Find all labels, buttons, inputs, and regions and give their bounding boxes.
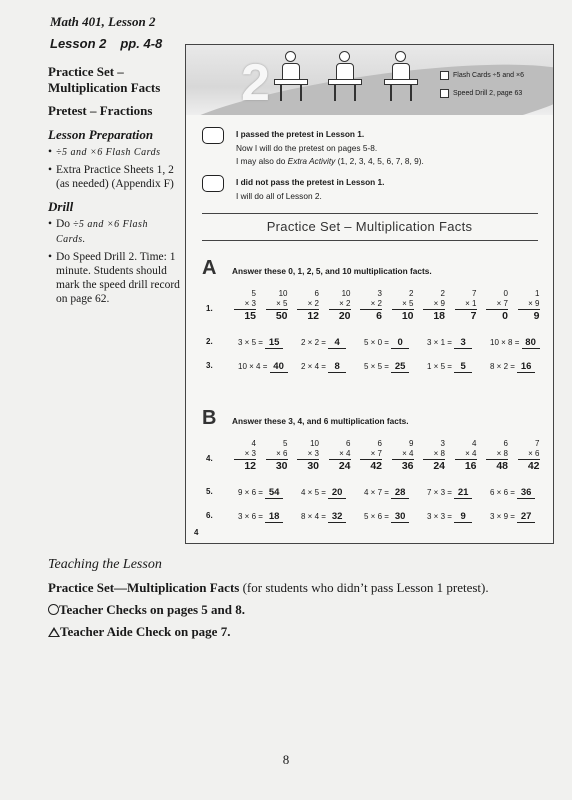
problem-text: 7 × 3 = [427,488,455,497]
answer[interactable]: 36 [401,460,414,472]
factor-bottom: × 4 [329,449,351,460]
factor-bottom: × 9 [423,299,445,310]
factor-top: 4 [472,439,477,448]
choice-box[interactable] [202,127,224,144]
answer[interactable]: 18 [265,511,283,523]
extra-activity-label: Extra Activity [287,156,336,166]
factor-top: 2 [440,289,445,298]
row-number: 6. [206,511,213,520]
list-item [48,217,180,247]
teacher-sidebar [48,64,180,309]
factor-bottom: × 2 [297,299,319,310]
vertical-problem [392,439,414,473]
teaching-note: (for students who didn’t pass Lesson 1 pretest). [239,580,489,595]
factor-bottom: × 2 [360,299,382,310]
horizontal-problem [427,361,472,373]
answer[interactable]: 6 [376,310,382,322]
vertical-problem [266,289,288,323]
lesson-banner [186,45,553,115]
answer[interactable]: 30 [307,460,319,472]
page-number: 8 [282,752,290,767]
factor-top: 0 [503,289,508,298]
factor-bottom: × 4 [392,449,414,460]
answer[interactable]: 50 [275,310,288,322]
checklist-item [440,89,522,98]
choice-line: (1, 2, 3, 4, 5, 6, 7, 8, 9). [335,156,424,166]
divider [202,240,538,241]
factor-top: 10 [278,289,288,298]
factor-bottom: × 2 [329,299,351,310]
section-a-instruction: Answer these 0, 1, 2, 5, and 10 multiplication facts. [232,266,432,276]
answer[interactable]: 42 [527,460,540,472]
factor-bottom: × 3 [297,449,319,460]
answer[interactable]: 12 [244,460,256,472]
answer[interactable]: 21 [454,487,472,499]
drill-heading: Drill [48,199,74,214]
list-item: • Extra Practice Sheets 1, 2 (as needed) (Appendix F) [48,163,180,191]
teaching-practice-set: Practice Set—Multiplication Facts [48,580,240,595]
teaching-line [48,580,489,596]
answer[interactable]: 25 [391,361,409,373]
choice-line: I will do all of Lesson 2. [236,190,322,201]
problem-text: 10 × 8 = [490,338,522,347]
horizontal-problem [301,487,346,499]
factor-bottom: × 4 [455,449,477,460]
problem-row-1 [186,289,553,329]
prep-list [48,145,180,191]
prep-item-text: Flash Cards [105,147,161,158]
practice-set-title: Practice Set – Multiplication Facts [266,219,473,234]
student-illustration [274,51,308,103]
factor-top: 6 [314,289,319,298]
problem-text: 5 × 0 = [364,338,392,347]
problem-text: 5 × 5 = [364,362,392,371]
vertical-problem [360,289,382,323]
answer[interactable]: 80 [522,337,540,349]
lesson-number: 2 [241,54,270,112]
choice-heading: I did not pass the pretest in Lesson 1. [236,177,385,187]
horizontal-problem [238,337,283,349]
teacher-aide-check-line [48,624,230,640]
factor-top: 9 [409,439,414,448]
divider [202,213,538,214]
factor-bottom: × 9 [518,299,540,310]
answer[interactable]: 18 [433,310,445,322]
horizontal-problem [238,361,288,373]
horizontal-problem [364,337,409,349]
choice-line: Now I will do the pretest on pages 5-8. [236,142,378,153]
problem-text: 6 × 6 = [490,488,518,497]
vertical-problem [266,439,288,473]
factor-bottom: × 8 [486,449,508,460]
factor-top: 10 [310,439,319,448]
answer[interactable]: 30 [275,460,288,472]
factor-bottom: × 5 [392,299,414,310]
choice-line: I may also do [236,156,288,166]
problem-row-5 [186,487,553,501]
answer[interactable]: 20 [328,487,346,499]
vertical-problem [486,289,508,323]
student-illustration [328,51,362,103]
horizontal-problem [301,337,346,349]
answer[interactable]: 16 [464,460,477,472]
workbook-page-number: 4 [194,528,199,537]
vertical-problem [518,289,540,323]
section-a-letter: A [202,257,217,279]
teaching-heading: Teaching the Lesson [48,557,162,572]
checkbox[interactable] [440,89,449,98]
vertical-problem [297,439,319,473]
circle-icon [48,604,59,615]
answer[interactable]: 0 [502,310,508,322]
answer[interactable]: 36 [517,487,535,499]
horizontal-problem [490,511,535,523]
lesson-label: Lesson 2 [50,36,107,51]
choice-box[interactable] [202,175,224,192]
answer[interactable]: 9 [454,511,472,523]
problem-row-2 [186,337,553,351]
triangle-icon [48,627,60,637]
answer[interactable]: 42 [370,460,382,472]
problem-text: 10 × 4 = [238,362,270,371]
factor-top: 5 [251,289,256,298]
problem-text: 5 × 6 = [364,512,392,521]
factor-top: 6 [503,439,508,448]
answer[interactable]: 20 [338,310,351,322]
factor-top: 7 [472,289,477,298]
row-number: 1. [206,304,213,313]
horizontal-problem [427,511,472,523]
horizontal-problem [364,511,409,523]
vertical-problem [486,439,508,473]
answer[interactable]: 3 [454,337,472,349]
horizontal-problem [364,487,409,499]
factor-top: 2 [409,289,414,298]
problem-text: 3 × 9 = [490,512,518,521]
drill-item-symbol: ÷5 and ×6 Flash Cards. [56,219,148,245]
factor-bottom: × 7 [486,299,508,310]
answer[interactable]: 7 [470,310,477,322]
horizontal-problem [490,487,535,499]
factor-top: 6 [377,439,382,448]
vertical-problem [518,439,540,473]
vertical-problem [329,439,351,473]
answer[interactable]: 48 [496,460,508,472]
answer[interactable]: 15 [265,337,283,349]
problem-text: 8 × 2 = [490,362,518,371]
vertical-problem [423,439,445,473]
section-b-letter: B [202,407,217,429]
workbook-page [185,44,554,544]
answer[interactable]: 54 [265,487,283,499]
section-b-instruction: Answer these 3, 4, and 6 multiplication facts. [232,416,409,426]
vertical-problem [455,439,477,473]
problem-text: 2 × 2 = [301,338,329,347]
row-number: 2. [206,337,213,346]
teacher-check-text: Teacher Checks on pages 5 and 8. [59,602,245,617]
factor-bottom: × 6 [518,449,540,460]
lesson-title [50,36,162,51]
answer[interactable]: 4 [328,337,346,349]
factor-bottom: × 1 [455,299,477,310]
horizontal-problem [238,511,283,523]
checklist-item [440,71,524,80]
answer[interactable]: 27 [517,511,535,523]
checkbox[interactable] [440,71,449,80]
vertical-problem [329,289,351,323]
horizontal-problem [427,487,472,499]
vertical-problem [234,289,256,323]
factor-bottom: × 3 [234,449,256,460]
answer[interactable]: 24 [433,460,445,472]
horizontal-problem [301,511,346,523]
problem-text: 8 × 4 = [301,512,329,521]
factor-top: 6 [346,439,351,448]
prep-item-symbol: ÷5 and ×6 [56,147,103,158]
list-item: • Do Speed Drill 2. Time: 1 minute. Students should mark the speed drill record on page 62. [48,250,180,306]
vertical-problem [455,289,477,323]
answer[interactable]: 15 [244,310,256,322]
problem-row-4 [186,439,553,479]
factor-top: 7 [535,439,540,448]
problem-text: 1 × 5 = [427,362,455,371]
answer[interactable]: 8 [328,361,346,373]
row-number: 3. [206,361,213,370]
factor-bottom: × 3 [234,299,256,310]
problem-text: 3 × 6 = [238,512,266,521]
vertical-problem [392,289,414,323]
factor-bottom: × 7 [360,449,382,460]
problem-text: 3 × 1 = [427,338,455,347]
horizontal-problem [427,337,472,349]
lesson-prep-heading: Lesson Preparation [48,127,154,142]
vertical-problem [423,289,445,323]
factor-top: 10 [341,289,351,298]
horizontal-problem [301,361,346,373]
pretest-heading: Pretest – Fractions [48,103,153,118]
teacher-check-line [48,602,245,618]
answer[interactable]: 5 [454,361,472,373]
answer[interactable]: 28 [391,487,409,499]
practice-set-heading: Practice Set – Multiplication Facts [48,64,161,95]
factor-top: 1 [535,289,540,298]
horizontal-problem [364,361,409,373]
problem-text: 2 × 4 = [301,362,329,371]
problem-text: 3 × 5 = [238,338,266,347]
checklist-label: Speed Drill 2, page 63 [453,90,523,97]
student-illustration [384,51,418,103]
row-number: 4. [206,454,213,463]
factor-bottom: × 5 [266,299,288,310]
drill-list [48,217,180,306]
drill-item-prefix: Do [56,218,73,230]
factor-bottom: × 6 [266,449,288,460]
horizontal-problem [490,361,535,373]
vertical-problem [360,439,382,473]
factor-top: 5 [283,439,288,448]
problem-text: 3 × 3 = [427,512,455,521]
answer[interactable]: 40 [270,361,288,373]
answer[interactable]: 16 [517,361,535,373]
answer[interactable]: 30 [391,511,409,523]
answer[interactable]: 0 [391,337,409,349]
problem-text: 4 × 7 = [364,488,392,497]
vertical-problem [297,289,319,323]
factor-bottom: × 8 [423,449,445,460]
answer[interactable]: 24 [338,460,351,472]
answer[interactable]: 9 [533,310,540,322]
answer[interactable]: 10 [401,310,414,322]
horizontal-problem [238,487,283,499]
factor-top: 3 [377,289,382,298]
choice-heading: I passed the pretest in Lesson 1. [236,129,365,139]
factor-top: 3 [440,439,445,448]
problem-row-6 [186,511,553,525]
problem-text: 9 × 6 = [238,488,266,497]
row-number: 5. [206,487,213,496]
horizontal-problem [490,337,540,349]
lesson-pages: pp. 4-8 [120,36,163,51]
list-item [48,145,180,160]
teacher-aide-check-text: Teacher Aide Check on page 7. [60,624,231,639]
problem-text: 4 × 5 = [301,488,329,497]
factor-top: 4 [251,439,256,448]
checklist-label: Flash Cards ÷5 and ×6 [453,72,524,79]
problem-row-3 [186,361,553,375]
vertical-problem [234,439,256,473]
course-header: Math 401, Lesson 2 [50,14,156,29]
answer[interactable]: 32 [328,511,346,523]
answer[interactable]: 12 [307,310,319,322]
